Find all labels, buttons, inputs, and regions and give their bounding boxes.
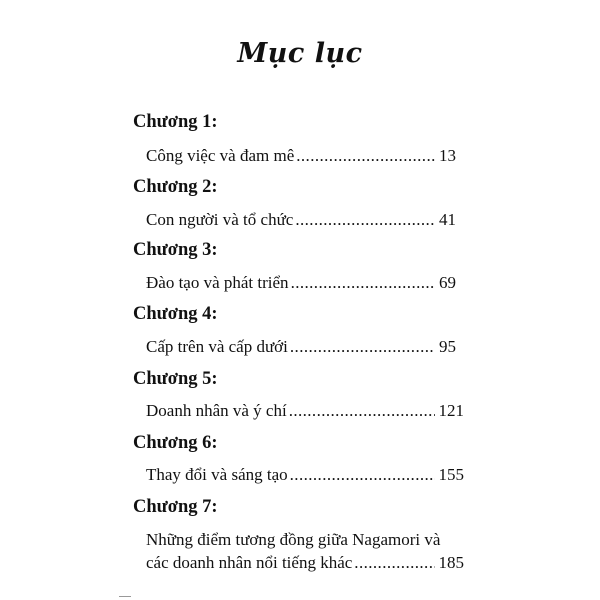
entry-title: Doanh nhân và ý chí	[146, 401, 287, 420]
chapter-heading-1: Chương 1:	[133, 112, 218, 132]
chapter-heading-5: Chương 5:	[133, 369, 218, 389]
page-number: 155	[438, 465, 464, 484]
page-number: 13	[439, 146, 456, 165]
toc-entry-5[interactable]	[146, 401, 464, 421]
dot-leader	[296, 146, 435, 166]
dot-leader	[290, 337, 435, 357]
chapter-heading-3: Chương 3:	[133, 240, 218, 260]
dot-leader	[354, 553, 434, 573]
toc-entry-4[interactable]	[146, 337, 456, 357]
toc-entry-6[interactable]	[146, 465, 464, 485]
page-number: 95	[439, 337, 456, 356]
dot-leader	[290, 465, 435, 485]
dot-leader	[295, 210, 435, 230]
entry-title: Đào tạo và phát triển	[146, 273, 289, 292]
toc-entry-2[interactable]	[146, 210, 456, 230]
chapter-heading-7: Chương 7:	[133, 497, 218, 517]
toc-entry-1[interactable]	[146, 146, 456, 166]
page-number: 185	[438, 553, 464, 572]
entry-title: Con người và tổ chức	[146, 210, 294, 229]
entry-title: Cấp trên và cấp dưới	[146, 337, 288, 356]
chapter-heading-2: Chương 2:	[133, 177, 218, 197]
toc-entry-7[interactable]	[146, 553, 464, 573]
toc-entry-7-line1[interactable]: Những điểm tương đồng giữa Nagamori và	[146, 530, 441, 549]
chapter-heading-6: Chương 6:	[133, 433, 218, 453]
dot-leader	[291, 273, 435, 293]
entry-title: các doanh nhân nổi tiếng khác	[146, 553, 353, 572]
entry-title: Công việc và đam mê	[146, 146, 295, 165]
dot-leader	[289, 401, 435, 421]
toc-entry-3[interactable]	[146, 273, 456, 293]
page-number: 41	[439, 210, 456, 229]
page-number: 121	[438, 401, 464, 420]
chapter-heading-4: Chương 4:	[133, 304, 218, 324]
entry-title: Thay đổi và sáng tạo	[146, 465, 288, 484]
page-edge-mark	[119, 596, 131, 597]
page-number: 69	[439, 273, 456, 292]
page-title: Mục lục	[237, 38, 363, 69]
